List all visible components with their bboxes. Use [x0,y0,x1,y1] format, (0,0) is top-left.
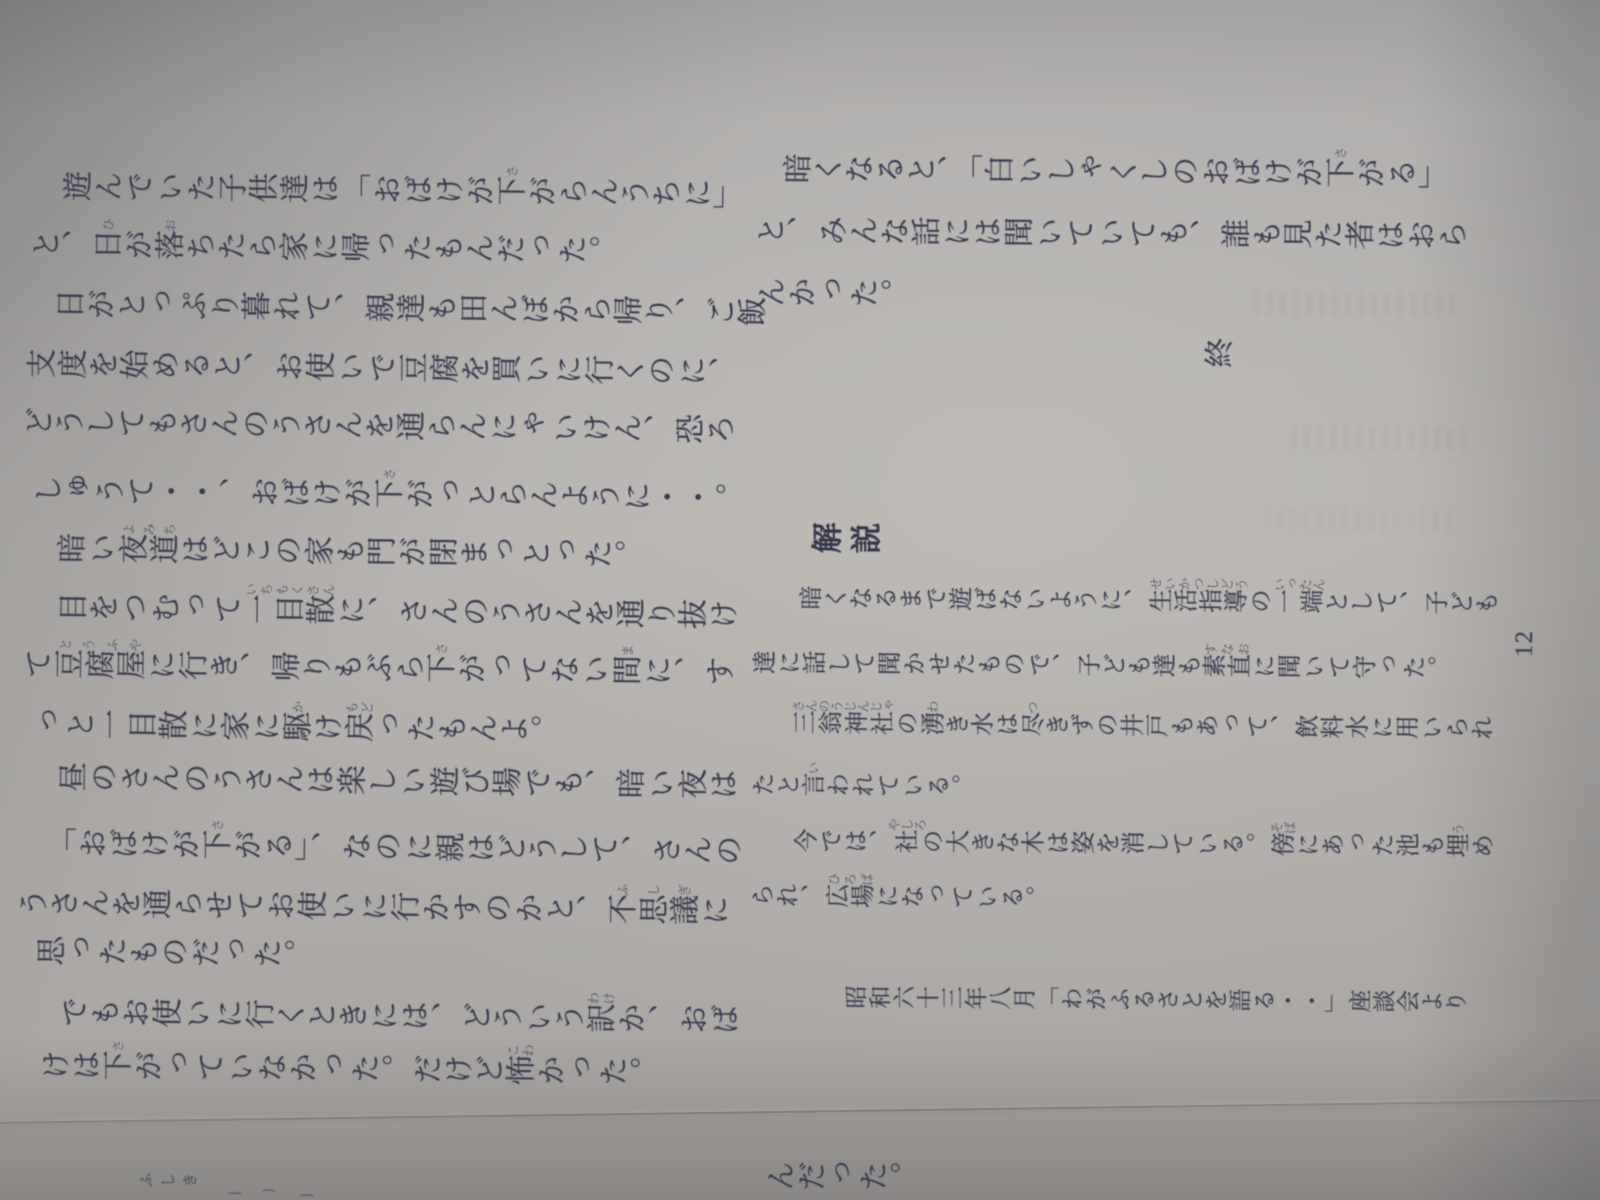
text-line: 暗い夜道よみちはどこの家も門が閉まっとった。 [55,522,645,575]
text-line: どうしてもさんのうさんを通らんにゃいけん、恐ろ [22,408,737,450]
ink-bleedthrough-smudge [1292,425,1467,451]
commentary-line: 暗くなるまで遊ばないように、生活指導せいかつしどうの一端いったんとして、子ども [798,577,1500,620]
end-mark: 終 [1203,339,1235,373]
text-line: しゅうて・・、おばけが下さがっとらんように・・。 [32,467,746,518]
text-line: 昼のさんのうさんは楽しい遊び場でも、暗い夜は [56,763,740,805]
page-number: 12 [1510,629,1539,658]
next-page-furigana-fragment: ふしき [138,1173,204,1190]
next-page-text-fragment: んだった。 [765,1163,920,1196]
ink-bleedthrough-smudge [1255,291,1455,317]
text-line: 日がとっぷり暮れて、親達も田んぼから帰り、ご飯 [54,290,768,332]
text-line: 目をつむって一目散いちもくさんに、さんのうさんを通り抜け [56,582,740,635]
text-line: と、みんな話には聞いていても、誰も見た者はおら [755,216,1469,256]
text-line: て豆腐屋とうふやに行き、帰りもぶら下さがってない間まに、す [22,637,736,692]
text-line: 遊んでいた子供達は「おばけが下さがらんうちに」 [61,164,745,214]
cutoff-stroke [300,1194,314,1200]
text-line: けは下さがっていなかった。だけど怖こわかった。 [39,1039,661,1092]
text-line: と、日ひが落おちたら家に帰ったもんだった。 [30,218,620,271]
text-line: っと一目散に家に駆かけ戻もどったもんよ。 [33,700,561,750]
commentary-line: 今では、社やしろの大きな木は姿を消している。傍そばにあった池も埋うめ [793,818,1496,863]
text-line: んかった。 [755,278,911,314]
attribution-line: 昭和六十三年八月「わがふるさとを語る・・」座談会より [844,986,1469,1017]
commentary-line: られ、広場ひろばになっている。 [749,872,1051,914]
text-line: 思ったものだった。 [34,937,315,974]
kaisetsu-heading: 解説 [810,523,889,559]
cutoff-stroke [228,1192,242,1200]
cutoff-stroke [262,1189,276,1197]
text-line: 「おばけが下さがる」、なのに親はどうして、さんの [46,818,745,871]
text-line: うさんを通らせてお使いに行かすのかと、不思議ふしぎに [17,882,731,931]
commentary-line: 達に話して聞かせたもので、子ども達も素直すなおに聞いて守った。 [751,642,1452,685]
text-line: 暗くなると、「白いしゃくしのおばけが下さがる」 [781,146,1449,194]
text-line: 支度を始めると、お使いで豆腐を買いに行くのに、 [25,350,739,392]
text-line: でもお使いに行くときには、どういう訳わけか、おば [58,991,741,1040]
ink-bleedthrough-smudge [1265,507,1460,532]
commentary-line: たと言いわれている。 [750,761,976,803]
commentary-line: 三翁神社さんのうじんじゃの湧わき水は尽つきずの井戸もあって、飲料水に用いられ [791,699,1495,745]
